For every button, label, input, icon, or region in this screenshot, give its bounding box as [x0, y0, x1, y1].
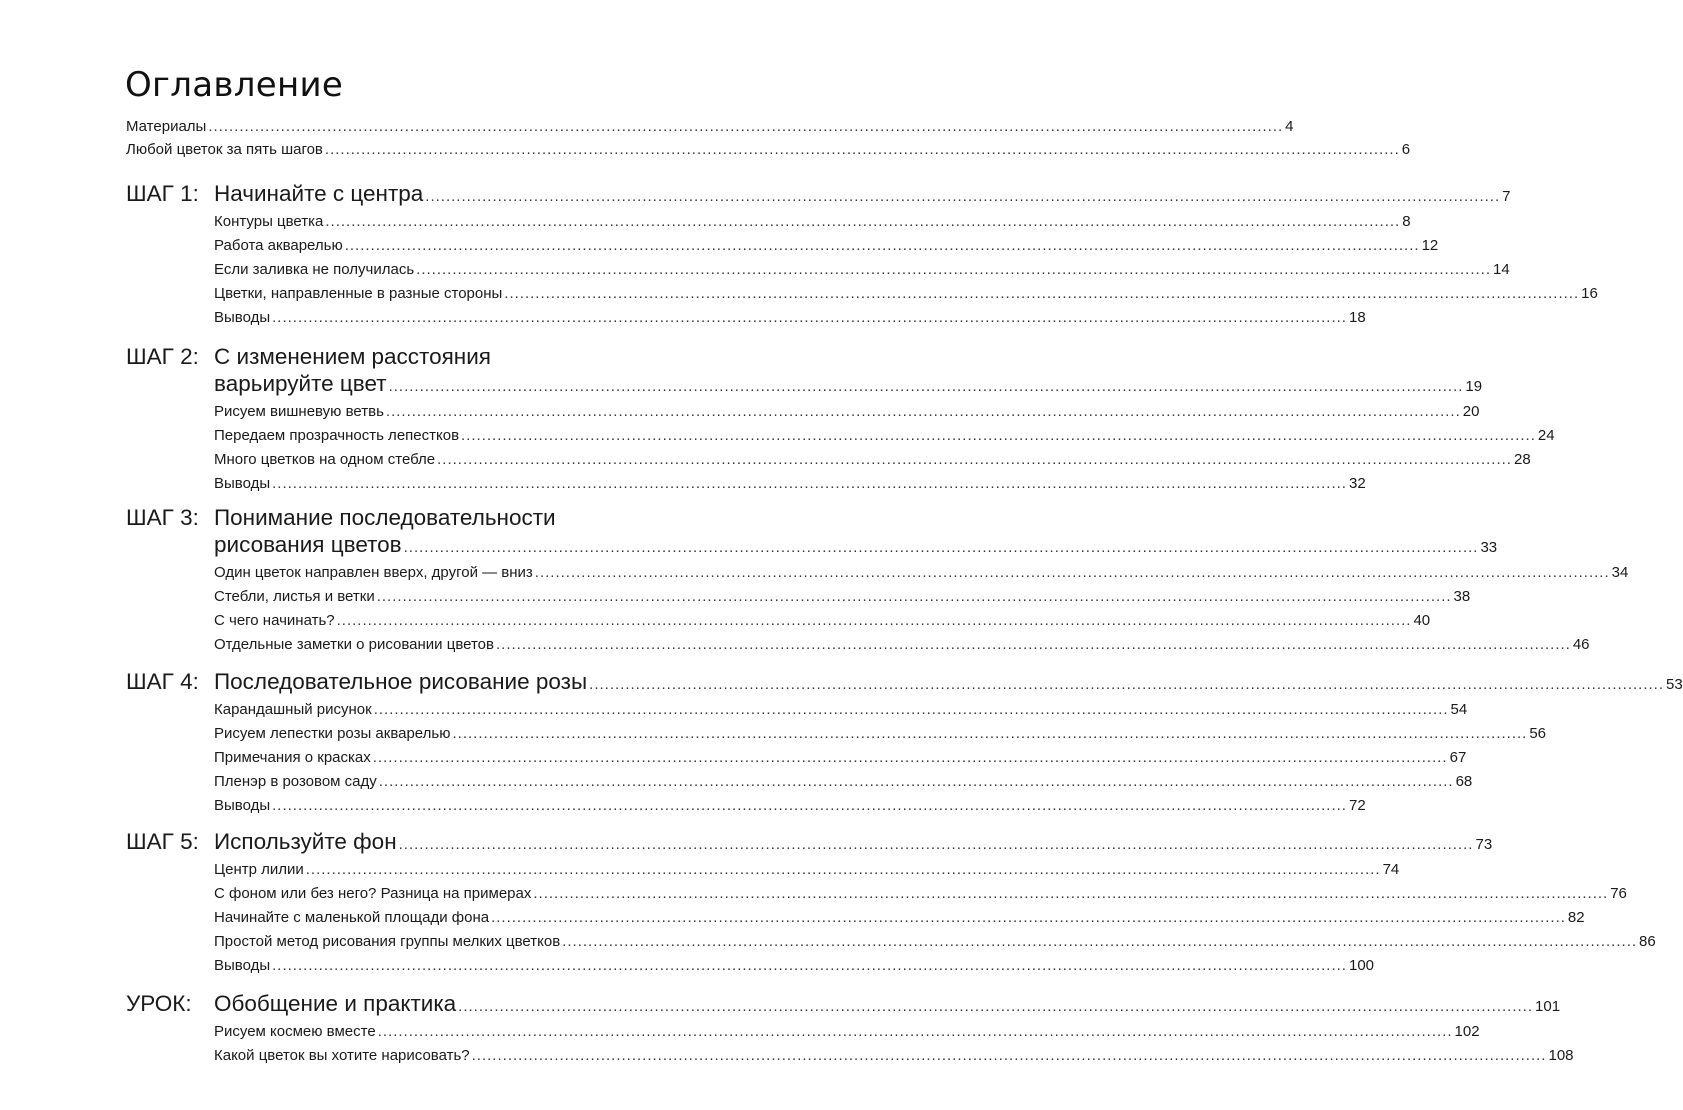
subsection-list [214, 561, 1629, 657]
dot-leader [416, 258, 1491, 282]
section-title-line-2: рисования цветов [214, 532, 402, 557]
dot-leader [535, 561, 1610, 585]
toc-entry[interactable] [214, 424, 1555, 448]
dot-leader [461, 424, 1536, 448]
section-step-3 [126, 504, 1629, 657]
toc-entry-page: 34 [1611, 564, 1629, 581]
dot-leader [472, 1044, 1547, 1068]
toc-entry[interactable] [214, 954, 1375, 978]
toc-entry-page: 76 [1610, 885, 1627, 902]
toc-entry-text: Какой цветок вы хотите нарисовать? [214, 1047, 470, 1064]
toc-entry-text: Карандашный рисунок [214, 701, 372, 718]
toc-entry-text: Рисуем космею вместе [214, 1023, 376, 1040]
section-step-4 [126, 668, 1683, 818]
dot-leader [373, 746, 1448, 770]
toc-entry-text: Центр лилии [214, 861, 304, 878]
toc-entry-page: 16 [1581, 285, 1598, 302]
section-page: 73 [1475, 836, 1493, 853]
toc-entry-text: Много цветков на одном стебле [214, 451, 436, 468]
toc-entry-page: 54 [1450, 701, 1468, 718]
dot-leader [337, 609, 1412, 633]
toc-entry-text: Выводы [214, 957, 271, 974]
toc-entry-text: Рисуем лепестки розы акварелью [214, 725, 451, 742]
toc-entry-text: С чего начинать? [214, 612, 335, 629]
toc-entry[interactable] [214, 746, 1467, 770]
toc-entry-page: 8 [1402, 213, 1411, 230]
subsection-list [214, 858, 1656, 978]
dot-leader [437, 448, 1512, 472]
toc-entry-page: 20 [1462, 403, 1480, 420]
dot-leader [379, 770, 1454, 794]
dot-leader [325, 141, 1400, 158]
toc-entry-materials[interactable] [126, 118, 1294, 141]
toc-entry[interactable] [214, 210, 1411, 234]
dot-leader [452, 722, 1527, 746]
subsection-list [214, 210, 1598, 330]
toc-entry[interactable] [214, 282, 1598, 306]
section-heading[interactable] [126, 180, 1511, 210]
section-heading[interactable] [126, 990, 1561, 1020]
dot-leader [404, 534, 1479, 561]
toc-entry-text: Стебли, листья и ветки [214, 588, 375, 605]
toc-entry[interactable] [214, 930, 1656, 954]
toc-entry-text: Выводы [214, 309, 271, 326]
toc-entry-any-flower[interactable] [126, 141, 1411, 164]
section-page: 101 [1535, 998, 1561, 1015]
section-heading[interactable] [126, 668, 1683, 698]
toc-entry[interactable] [214, 1044, 1574, 1068]
toc-entry-page: 28 [1513, 451, 1531, 468]
toc-entry[interactable] [214, 698, 1468, 722]
toc-entry-page: 38 [1453, 588, 1471, 605]
toc-entry-page: 14 [1493, 261, 1510, 278]
toc-entry[interactable] [214, 306, 1366, 330]
toc-entry-text: Рисуем вишневую ветвь [214, 403, 384, 420]
toc-entry-page: 12 [1421, 237, 1439, 254]
subsection-list [214, 400, 1555, 496]
toc-entry-page: 40 [1413, 612, 1431, 629]
toc-entry-page: 100 [1348, 957, 1375, 974]
toc-entry-text: Примечания о красках [214, 749, 371, 766]
subsection-list [214, 698, 1547, 818]
toc-entry-page: 86 [1639, 933, 1656, 950]
toc-entry-text: Выводы [214, 797, 271, 814]
section-heading[interactable] [126, 504, 1498, 561]
intro-list [126, 118, 1411, 164]
dot-leader [458, 993, 1533, 1020]
toc-entry-text: Работа акварелью [214, 237, 343, 254]
section-page: 33 [1480, 539, 1498, 556]
toc-entry-page: 56 [1529, 725, 1547, 742]
section-heading[interactable] [126, 343, 1483, 400]
section-title: Обобщение и практика [214, 991, 457, 1016]
toc-entry-page: 24 [1537, 427, 1555, 444]
toc-entry[interactable] [214, 585, 1471, 609]
section-title-line-2: варьируйте цвет [214, 371, 387, 396]
toc-entry[interactable] [214, 234, 1439, 258]
toc-entry-text: Выводы [214, 475, 271, 492]
page-title: Оглавление [125, 64, 344, 105]
toc-entry[interactable] [214, 561, 1629, 585]
toc-entry[interactable] [214, 633, 1590, 657]
toc-entry[interactable] [214, 794, 1366, 818]
section-step-5 [126, 828, 1656, 978]
toc-entry-page: 82 [1567, 909, 1585, 926]
dot-leader [306, 858, 1381, 882]
toc-entry-page: 108 [1548, 1047, 1574, 1064]
section-label: УРОК: [126, 991, 192, 1016]
toc-entry-text: Материалы [126, 118, 207, 135]
toc-entry-text: Если заливка не получилась [214, 261, 415, 278]
dot-leader [386, 400, 1461, 424]
toc-entry-page: 102 [1454, 1023, 1480, 1040]
dot-leader [374, 698, 1449, 722]
dot-leader [399, 831, 1474, 858]
dot-leader [345, 234, 1420, 258]
dot-leader [208, 118, 1283, 135]
toc-entry-text: Любой цветок за пять шагов [126, 141, 323, 158]
toc-entry-page: 46 [1572, 636, 1590, 653]
dot-leader [272, 794, 1347, 818]
toc-entry-page: 4 [1285, 118, 1294, 135]
dot-leader [589, 671, 1664, 698]
toc-entry-page: 32 [1348, 475, 1366, 492]
section-label: ШАГ 2: [126, 344, 199, 369]
section-label: ШАГ 1: [126, 181, 199, 206]
toc-entry[interactable] [214, 258, 1510, 282]
section-title: Начинайте с центра [214, 181, 424, 206]
toc-entry-page: 18 [1348, 309, 1366, 326]
toc-entry-page: 74 [1382, 861, 1400, 878]
subsection-list [214, 1020, 1574, 1068]
toc-entry[interactable] [214, 448, 1531, 472]
toc-entry-page: 72 [1348, 797, 1366, 814]
section-page: 53 [1666, 676, 1683, 693]
dot-leader [325, 210, 1400, 234]
section-heading[interactable] [126, 828, 1493, 858]
toc-entry-page: 67 [1449, 749, 1467, 766]
toc-entry[interactable] [214, 1020, 1480, 1044]
toc-entry[interactable] [214, 400, 1480, 424]
section-label: ШАГ 4: [126, 669, 199, 694]
toc-entry[interactable] [214, 609, 1431, 633]
dot-leader [377, 585, 1452, 609]
toc-entry[interactable] [214, 770, 1473, 794]
toc-entry[interactable] [214, 472, 1366, 496]
section-step-2 [126, 343, 1555, 496]
section-label: ШАГ 5: [126, 829, 199, 854]
section-title: Используйте фон [214, 829, 397, 854]
dot-leader [425, 183, 1500, 210]
dot-leader [491, 906, 1566, 930]
dot-leader [272, 306, 1347, 330]
section-page: 7 [1502, 188, 1511, 205]
section-title-line-1: С изменением расстояния [214, 344, 491, 369]
toc-entry[interactable] [214, 858, 1400, 882]
dot-leader [272, 954, 1347, 978]
section-label: ШАГ 3: [126, 505, 199, 530]
dot-leader [533, 882, 1608, 906]
dot-leader [562, 930, 1637, 954]
toc-entry-text: Контуры цветка [214, 213, 324, 230]
section-title: Последовательное рисование розы [214, 669, 588, 694]
toc-entry-text: Цветки, направленные в разные стороны [214, 285, 503, 302]
toc-entry-page: 6 [1401, 141, 1411, 158]
toc-entry-text: Один цветок направлен вверх, другой — вниз [214, 564, 533, 581]
section-step-1 [126, 180, 1598, 330]
toc-entry-text: Пленэр в розовом саду [214, 773, 377, 790]
dot-leader [504, 282, 1579, 306]
section-lesson [126, 990, 1574, 1068]
section-title-line-1: Понимание последовательности [214, 505, 556, 530]
toc-entry-text: Простой метод рисования группы мелких цветков [214, 933, 561, 950]
toc-entry[interactable] [214, 882, 1627, 906]
toc-entry[interactable] [214, 722, 1547, 746]
toc-entry-text: Передаем прозрачность лепестков [214, 427, 460, 444]
toc-entry-text: Отдельные заметки о рисовании цветов [214, 636, 494, 653]
toc-entry-text: Начинайте с маленькой площади фона [214, 909, 490, 926]
dot-leader [378, 1020, 1453, 1044]
toc-entry-text: С фоном или без него? Разница на примерах [214, 885, 532, 902]
dot-leader [496, 633, 1571, 657]
dot-leader [272, 472, 1347, 496]
toc-entry[interactable] [214, 906, 1585, 930]
section-page: 19 [1465, 378, 1483, 395]
dot-leader [389, 373, 1464, 400]
toc-entry-page: 68 [1455, 773, 1473, 790]
